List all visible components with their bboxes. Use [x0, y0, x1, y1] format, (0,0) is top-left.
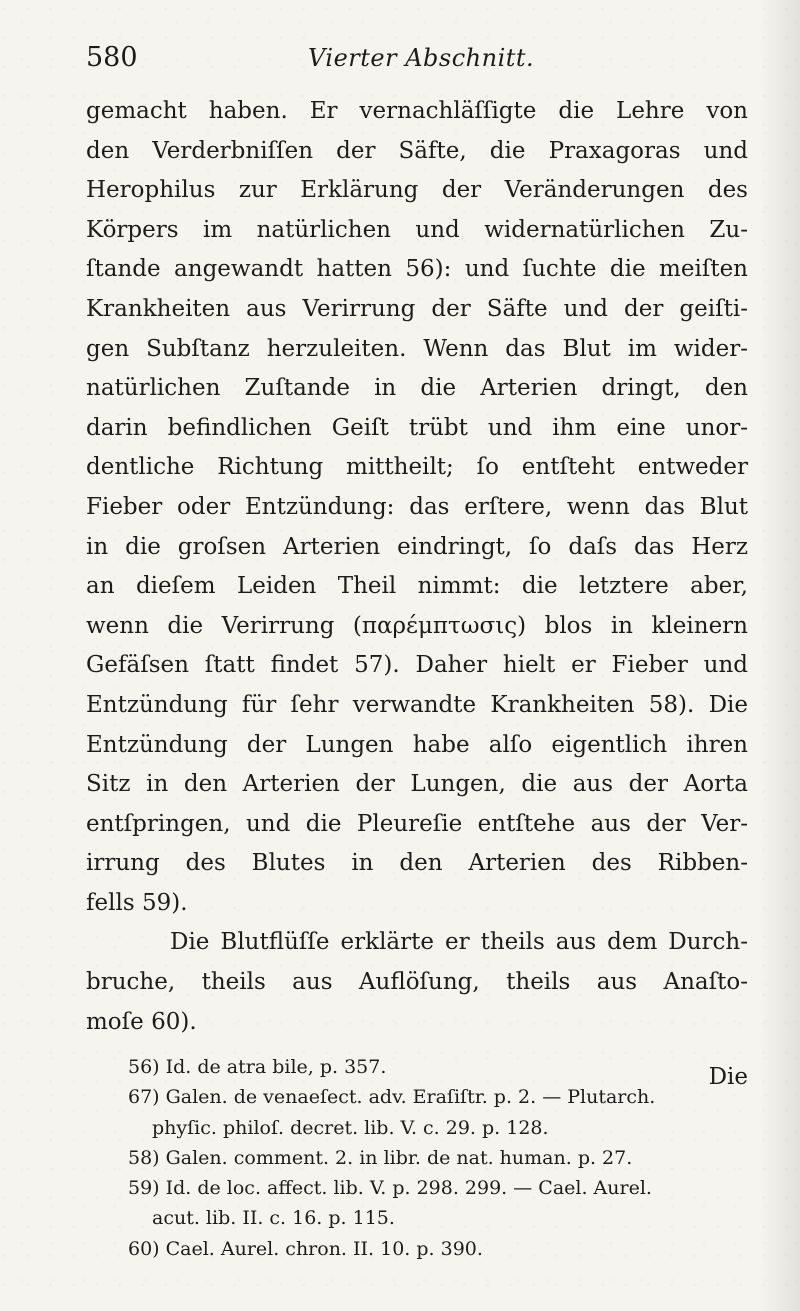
- text-line: den Verderbniſſen der Säfte, die Praxagoras und: [86, 137, 748, 164]
- footnote-text: Cael. Aurel. chron. II. 10. p. 390.: [165, 1237, 483, 1260]
- footnote-text: Id. de loc. affect. lib. V. p. 298. 299. — Cael. Aurel.: [165, 1177, 652, 1200]
- text-line: an dieſem Leiden Theil nimmt: die letztere aber,: [86, 573, 748, 600]
- footnote: [86, 1082, 756, 1112]
- text-line: wenn die Verirrung (παρέμπτωσις) blos in kleinern: [86, 612, 748, 639]
- catchword: Die: [708, 1064, 748, 1091]
- text-line: Sitz in den Arterien der Lungen, die aus der Aorta: [86, 771, 748, 798]
- footnote-text: Galen. de venaeſect. adv. Eraſiſtr. p. 2. — Plutarch.: [165, 1086, 656, 1109]
- footnote-text: phyſic. philoſ. decret. lib. V. c. 29. p. 128.: [152, 1116, 549, 1139]
- text-line: natürlichen Zuſtande in die Arterien dringt, den: [86, 375, 748, 402]
- text-line: Körpers im natürlichen und widernatürlichen Zu-: [86, 216, 748, 243]
- text-line: darin befindlichen Geiſt trübt und ihm eine unor-: [86, 414, 748, 441]
- text-line: in die groſsen Arterien eindringt, ſo daſs das Herz: [86, 533, 748, 560]
- page-edge-shadow: [760, 0, 800, 1311]
- footnote-number: 60): [128, 1237, 160, 1260]
- text-line: ſtande angewandt hatten 56): und ſuchte die meiſten: [86, 256, 748, 283]
- text-line: Gefäſsen ſtatt findet 57). Daher hielt er Fieber und: [86, 652, 748, 679]
- page-header: [0, 30, 800, 80]
- text-line: Entzündung der Lungen habe alſo eigentlich ihren: [86, 731, 748, 758]
- text-line: fells 59).: [86, 889, 188, 916]
- main-text: [86, 92, 748, 1098]
- footnote-number: 59): [128, 1177, 160, 1200]
- text-line: Krankheiten aus Verirrung der Säfte und der geiſti-: [86, 295, 748, 322]
- footnote-number: 58): [128, 1146, 160, 1169]
- text-line: gen Subſtanz herzuleiten. Wenn das Blut im wider-: [86, 335, 748, 362]
- text-line: dentliche Richtung mittheilt; ſo entſteht entweder: [86, 454, 748, 481]
- footnote-text: Id. de atra bile, p. 357.: [165, 1056, 387, 1078]
- paragraph-start-line: Die Blutflüſſe erklärte er theils aus dem Durch-: [170, 929, 748, 956]
- footnote: [86, 1173, 756, 1203]
- footnote: [86, 1052, 756, 1082]
- footnote: [86, 1143, 756, 1173]
- footnotes: [86, 1052, 756, 1264]
- text-line: entſpringen, und die Pleureſie entſtehe aus der Ver-: [86, 810, 748, 837]
- text-line: bruche, theils aus Auflöſung, theils aus Anaſto-: [86, 969, 748, 996]
- running-title: Vierter Abschnitt.: [308, 44, 535, 72]
- text-line: Entzündung für ſehr verwandte Krankheiten 58). Die: [86, 691, 748, 718]
- text-line: Herophilus zur Erklärung der Veränderungen des: [86, 177, 748, 204]
- text-line: irrung des Blutes in den Arterien des Ribben-: [86, 850, 748, 877]
- footnote-text: Galen. comment. 2. in libr. de nat. human. p. 27.: [165, 1146, 633, 1169]
- footnote-text: acut. lib. II. c. 16. p. 115.: [152, 1207, 395, 1230]
- text-line: gemacht haben. Er vernachläſſigte die Lehre von: [86, 98, 748, 124]
- footnote-number: 67): [128, 1086, 160, 1109]
- footnote: [86, 1234, 756, 1264]
- footnote-continuation: [86, 1203, 756, 1233]
- footnote-number: 56): [128, 1056, 160, 1078]
- text-line: moſe 60).: [86, 1008, 197, 1035]
- page-number: 580: [86, 42, 138, 73]
- text-line: Fieber oder Entzündung: das erſtere, wenn das Blut: [86, 493, 748, 520]
- footnote-continuation: [86, 1113, 756, 1143]
